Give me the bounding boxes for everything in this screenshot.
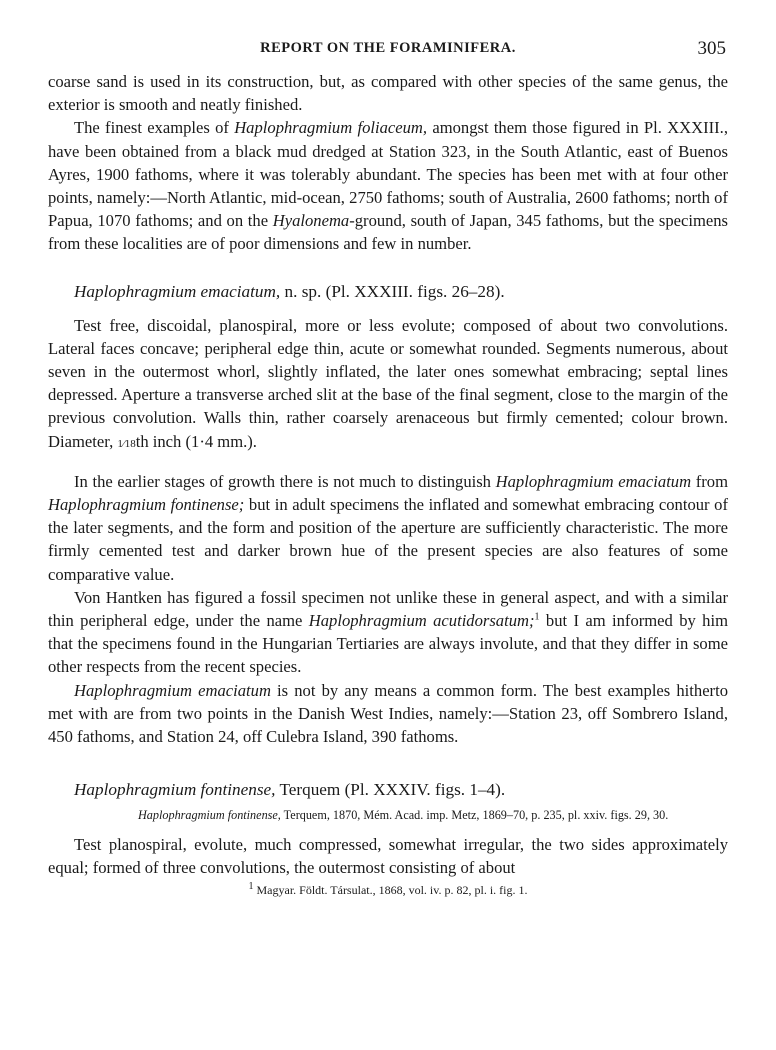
footnote-marker: 1 [534,611,540,623]
species-name: Haplophragmium fontinense, [74,780,276,800]
species-heading-fontinense: Haplophragmium fontinense, Terquem (Pl. XXXIV. figs. 1–4). [74,780,506,800]
taxon-name: Haplophragmium acutidorsatum; [308,611,535,631]
taxon-name: Haplophragmium fontinense; [48,495,245,515]
footnote-number: 1 [248,880,254,892]
species-name: Haplophragmium emaciatum, [74,281,281,301]
species-description-fontinense: Test planospiral, evolute, much compressed, somewhat irregular, the two sides approximately equal; formed of three convolutions, the outermost consisting of about [48,835,728,878]
fraction: 1⁄18 [117,437,136,450]
page [48,40,728,898]
page-header [48,40,728,70]
taxon-name: Haplophragmium foliaceum, [234,118,428,138]
paragraph-comparison: In the earlier stages of growth there is not much to distinguish Haplophragmium emaciatum from Haplophragmium fontinense; but in adult specimens the inflated and somewhat embracing contour of the later segments, and the form and position of the aperture are sufficiently characteristic. The more firmly cemented test and darker brown hue of the present species are also features of some comparative value. [48,471,728,584]
taxon-name: Hyalonema [272,211,350,231]
taxon-name: Haplophragmium emaciatum [495,471,692,491]
page-number: 305 [697,38,726,59]
paragraph-hantken: Von Hantken has figured a fossil specimen not unlike these in general aspect, and with a similar thin peripheral edge, under the name Haplophragmium acutidorsatum;$^1$ but I am informed by him that the specimens found in the Hungarian Tertiaries are always involute, and that they differ in some other respects from the recent species. [48,587,728,677]
running-head: REPORT ON THE FORAMINIFERA. [260,40,516,56]
synonymy-citation: Haplophragmium fontinense, Terquem, 1870, Mém. Acad. imp. Metz, 1869–70, p. 235, pl. xxiv. figs. 29, 30. [138,808,669,823]
species-description: Test free, discoidal, planospiral, more or less evolute; composed of about two convolutions. Lateral faces concave; peripheral edge thin, acute or somewhat rounded. Segments numerous, about seven in the outermost whorl, slightly inflated, the later ones somewhat embracing; septal lines depressed. Aperture a transverse arched slit at the base of the final segment, close to the margin of the previous convolution. Walls thin, rather coarsely arenaceous but firmly cemented; colour brown. Diameter, 1⁄18th inch (1·4 mm.). [48,315,728,451]
taxon-name: Haplophragmium emaciatum [74,680,271,700]
paragraph-distribution: Haplophragmium emaciatum is not by any means a common form. The best examples hitherto met with are from two points in the Danish West Indies, namely:—Station 23, off Sombrero Island, 450 fathoms, and Station 24, off Culebra Island, 390 fathoms. [48,680,728,747]
paragraph-foliaceum: The finest examples of Haplophragmium foliaceum, amongst them those figured in Pl. XXXIII., have been obtained from a black mud dredged at Station 323, in the South Atlantic, east of Buenos Ayres, 1900 fathoms, where it was tolerably abundant. The species has been met with at four other points, namely:—North Atlantic, mid-ocean, 2750 fathoms; south of Australia, 2600 fathoms; north of Papua, 1070 fathoms; and on the Hyalonema-ground, south of Japan, 345 fathoms, but the specimens from these localities are of poor dimensions and few in number. [48,118,728,254]
species-heading-emaciatum: Haplophragmium emaciatum, n. sp. (Pl. XXXIII. figs. 26–28). [74,281,505,301]
taxon-name: Haplophragmium fontinense, [138,808,281,823]
footnote: $^1$ Magyar. Földt. Társulat., 1868, vol. iv. p. 82, pl. i. fig. 1. [248,880,528,897]
paragraph-continuation: coarse sand is used in its construction, but, as compared with other species of the same genus, the exterior is smooth and neatly finished. [48,72,728,115]
